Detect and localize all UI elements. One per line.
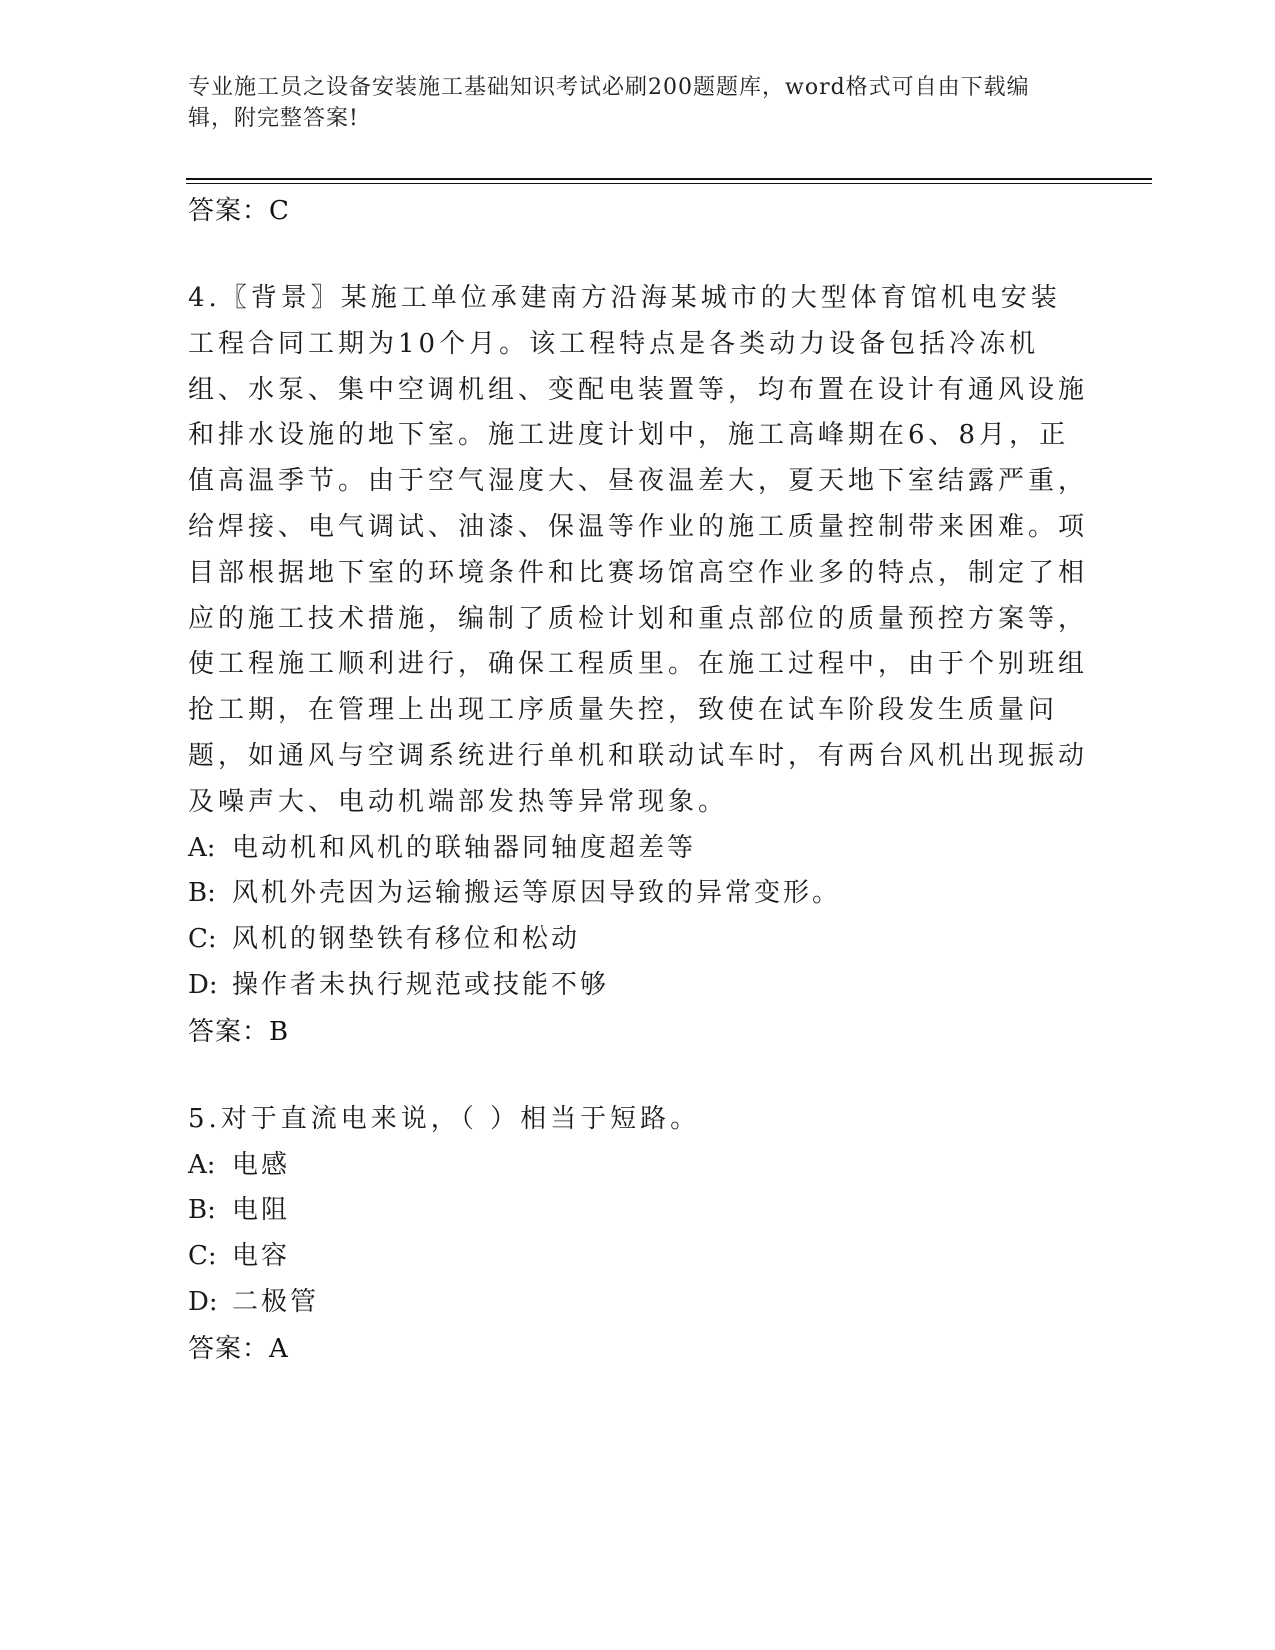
question-4-option-d [188,963,1088,1009]
option-text: 电容 [232,1241,291,1272]
option-text: 电阻 [232,1195,291,1226]
question-5-option-d [188,1280,1088,1326]
question-4-option-a [188,826,1088,872]
question-5-answer: 答案：A [188,1333,289,1364]
option-letter: B: [188,1195,216,1226]
option-letter: A: [188,832,216,863]
question-4-option-c [188,917,1088,963]
question-4-answer: 答案：B [188,1016,290,1047]
question-5-option-a [188,1143,1088,1189]
previous-answer: 答案：C [188,196,290,226]
question-5-option-c [188,1234,1088,1280]
header-divider [186,178,1152,184]
spacer [188,1055,1088,1097]
question-4-option-b [188,871,1088,917]
document-header-title: 专业施工员之设备安装施工基础知识考试必刷200题题库，word格式可自由下载编辑，附完整答案! [188,75,1030,131]
question-5 [188,1097,1088,1372]
option-letter: A: [188,1149,216,1180]
question-4 [188,276,1088,1055]
question-4-text: 4.〖背景〗某施工单位承建南方沿海某城市的大型体育馆机电安装工程合同工期为10个月。该工程特点是各类动力设备包括冷冻机组、水泵、集中空调机组、变配电装置等，均布置在设计有通风设施和排水设施的地下室。施工进度计划中，施工高峰期在6、8月，正值高温季节。由于空气湿度大、昼夜温差大，夏天地下室结露严重，给焊接、电气调试、油漆、保温等作业的施工质量控制带来困难。项目部根据地下室的环境条件和比赛场馆高空作业多的特点，制定了相应的施工技术措施，编制了质检计划和重点部位的质量预控方案等，使工程施工顺利进行，确保工程质里。在施工过程中，由于个别班组抢工期，在管理上出现工序质量失控，致使在试车阶段发生质量问题，如通风与空调系统进行单机和联动试车时，有两台风机出现振动及噪声大、电动机端部发热等异常现象。 [188,283,1089,817]
option-letter: D: [188,969,218,1000]
question-5-option-b [188,1188,1088,1234]
option-text: 风机的钢垫铁有移位和松动 [232,924,581,955]
option-text: 电动机和风机的联轴器同轴度超差等 [232,832,697,863]
question-5-text: 5.对于直流电来说，（ ）相当于短路。 [188,1103,701,1134]
document-body [188,188,1088,1372]
option-letter: C: [188,1241,217,1272]
option-letter: B: [188,878,216,909]
spacer [188,234,1088,276]
option-text: 电感 [232,1149,291,1180]
option-letter: C: [188,924,217,955]
option-text: 二极管 [232,1286,320,1317]
option-letter: D: [188,1286,218,1317]
option-text: 操作者未执行规范或技能不够 [232,969,610,1000]
option-text: 风机外壳因为运输搬运等原因导致的异常变形。 [232,878,842,909]
